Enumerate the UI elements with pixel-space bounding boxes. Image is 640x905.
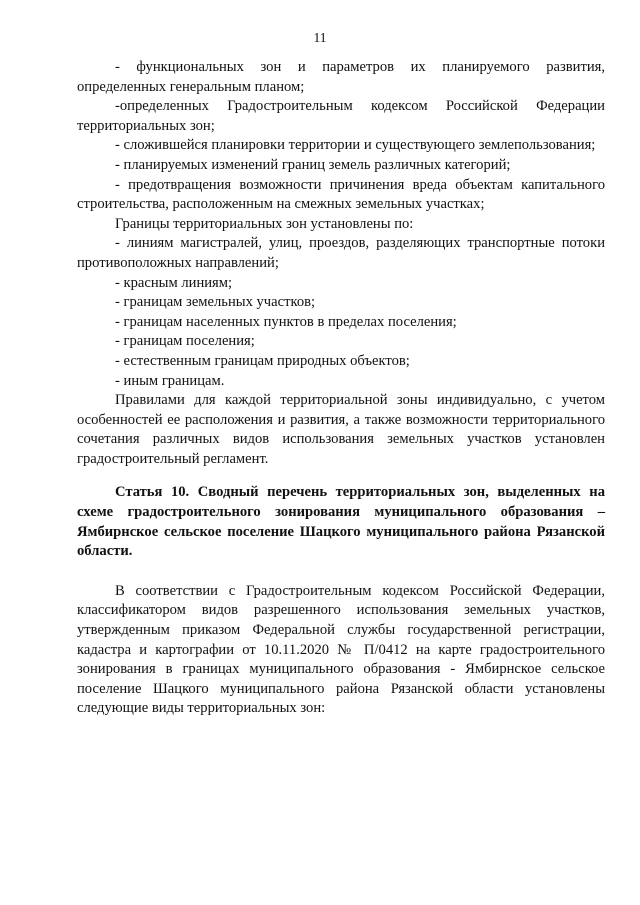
list-item-existing-layout: - сложившейся планировки территории и существующего землепользования;	[115, 137, 596, 154]
boundary-item-natural: - естественным границам природных объектов;	[115, 352, 410, 369]
rules-paragraph: Правилами для каждой территориальной зоны индивидуально, с учетом особенностей ее расположения и развития, а также возможности территориального сочетания различных видов использования земельных участков установлен градостроительный регламент.	[77, 392, 605, 467]
list-item-territorial-zones: -определенных Градостроительным кодексом Российской Федерации территориальных зон;	[77, 98, 605, 134]
list-item-category-changes: - планируемых изменений границ земель различных категорий;	[115, 156, 511, 173]
boundary-item-highways: - линиям магистралей, улиц, проездов, разделяющих транспортные потоки противоположных направлений;	[77, 235, 605, 271]
boundary-item-settlements: - границам населенных пунктов в пределах поселения;	[115, 313, 457, 330]
article-paragraph: В соответствии с Градостроительным кодексом Российской Федерации, классификатором видов разрешенного использования земельных участков, утвержденным приказом Федеральной службы государственной регистрации, кадастра и картографии от 10.11.2020 № П/0412 на карте градостроительного зонирования в границах муниципального образования - Ямбирнское сельское поселение Шацкого муниципального района Рязанской области установлены следующие виды территориальных зон:	[77, 582, 605, 717]
boundary-item-red-lines: - красным линиям;	[115, 274, 233, 291]
boundary-item-other: - иным границам.	[115, 372, 225, 389]
boundary-item-land-plots: - границам земельных участков;	[115, 294, 316, 311]
list-item-harm-prevention: - предотвращения возможности причинения вреда объектам капитального строительства, расположенным на смежных земельных участках;	[77, 176, 605, 213]
page-number: 11	[313, 30, 327, 45]
boundary-item-municipality: - границам поселения;	[115, 333, 255, 350]
article-heading: Статья 10. Сводный перечень территориальных зон, выделенных на схеме градостроительного зонирования муниципального образования – Ямбирнское сельское поселение Шацкого муниципального района Рязанской области.	[77, 484, 605, 560]
list-item-functional-zones: - функциональных зон и параметров их планируемого развития, определенных генеральным планом;	[77, 59, 605, 95]
document-body	[77, 58, 605, 719]
boundaries-intro: Границы территориальных зон установлены по:	[115, 215, 414, 232]
